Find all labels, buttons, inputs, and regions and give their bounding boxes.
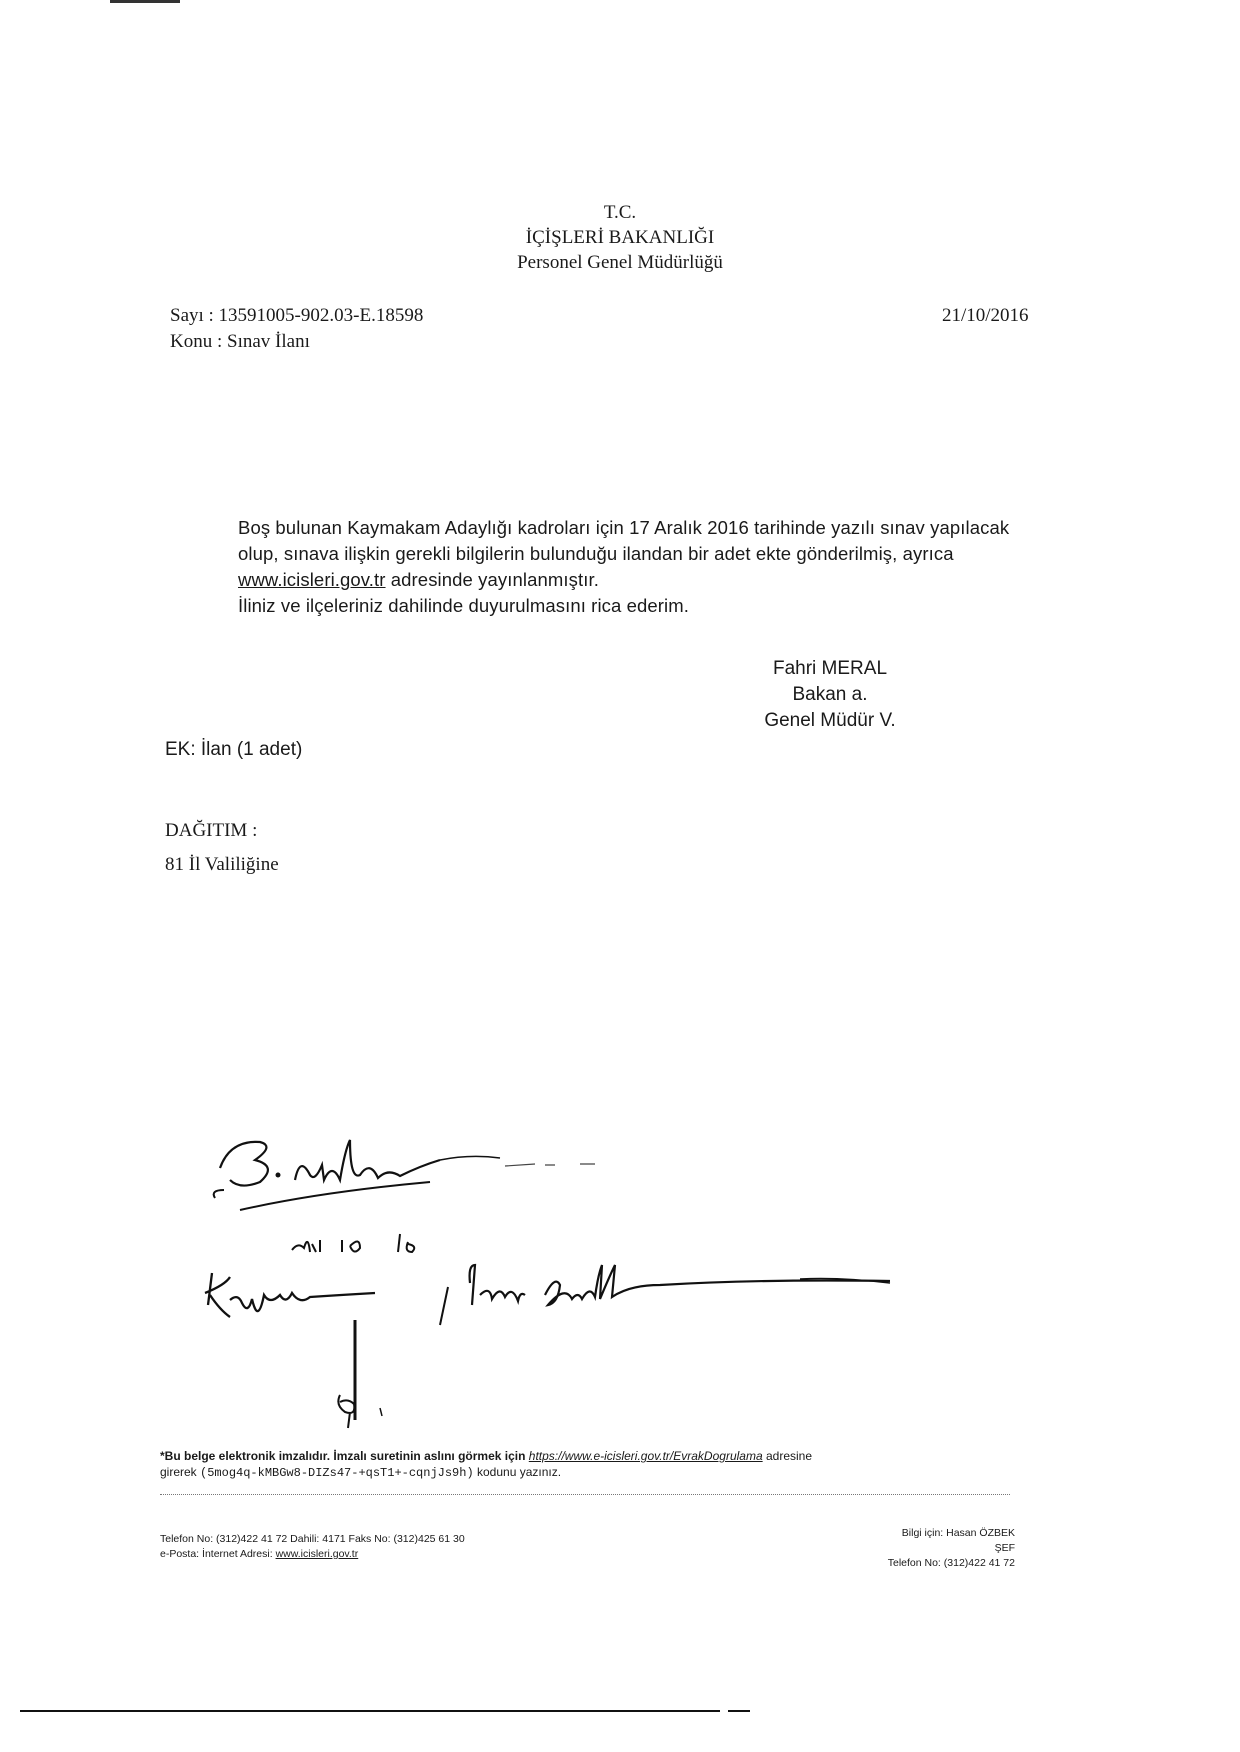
header-tc: T.C. xyxy=(603,202,637,223)
body-paragraph-2: İliniz ve ilçeleriniz dahilinde duyurulmasını rica ederim. xyxy=(238,595,690,616)
handwritten-date xyxy=(290,1222,440,1252)
footer-info-line-1: Bilgi için: Hasan ÖZBEK xyxy=(901,1527,1015,1539)
scan-mark-top xyxy=(110,0,180,3)
scan-edge-rule xyxy=(20,1710,720,1712)
e-signature-text-2: adresine xyxy=(762,1449,813,1463)
footer-info xyxy=(820,1526,1015,1571)
body-text-part2: adresinde yayınlanmıştır. xyxy=(385,569,599,590)
footer-contact-prefix: e-Posta: İnternet Adresi: xyxy=(160,1548,276,1560)
header-department: Personel Genel Müdürlüğü xyxy=(517,252,723,273)
scan-edge-dash xyxy=(728,1710,750,1712)
body-text-part1: Boş bulunan Kaymakam Adaylığı kadroları için 17 Aralık 2016 tarihinde yazılı sınav yapılacak olup, sınava ilişkin gerekli bilgilerin bulunduğu ilandan bir adet ekte gönderilmiş, ayrıca xyxy=(238,517,1010,564)
footer-separator xyxy=(160,1494,1010,1495)
e-signature-prefix: girerek xyxy=(160,1465,201,1479)
handwritten-initials xyxy=(200,1120,660,1220)
attachment-note: EK: İlan (1 adet) xyxy=(165,739,303,760)
handwritten-mark xyxy=(310,1320,390,1430)
e-signature-suffix: kodunu yazınız. xyxy=(473,1465,562,1479)
footer-info-line-2: ŞEF xyxy=(994,1542,1015,1554)
e-signature-line-1 xyxy=(160,1448,1010,1464)
e-signature-text: *Bu belge elektronik imzalıdır. İmzalı suretinin aslını görmek için xyxy=(160,1449,529,1463)
body-paragraph-1 xyxy=(238,515,1038,593)
distribution-item: 81 İl Valiliğine xyxy=(165,854,279,875)
signatory-role-2: Genel Müdür V. xyxy=(764,710,896,731)
document-date: 21/10/2016 xyxy=(942,305,1029,326)
reference-number: Sayı : 13591005-902.03-E.18598 xyxy=(170,305,424,326)
signatory-name: Fahri MERAL xyxy=(772,658,888,679)
footer-website-link[interactable]: www.icisleri.gov.tr xyxy=(275,1548,359,1560)
header-block xyxy=(0,200,1240,275)
letter-body xyxy=(238,515,1038,619)
verification-code: (5mog4q-kMBGw8-DIZs47-+qsT1+-cqnjJs9h) xyxy=(200,1466,474,1480)
header-ministry: İÇİŞLERİ BAKANLIĞI xyxy=(525,227,715,248)
e-signature-line-2 xyxy=(160,1464,1010,1481)
subject: Konu : Sınav İlanı xyxy=(170,331,310,352)
distribution-title: DAĞITIM : xyxy=(165,820,258,841)
ministry-website-link[interactable]: www.icisleri.gov.tr xyxy=(238,569,386,590)
e-signature-note xyxy=(160,1448,1010,1481)
footer-info-line-3: Telefon No: (312)422 41 72 xyxy=(887,1557,1015,1569)
signature-block xyxy=(700,656,960,734)
footer-contact xyxy=(160,1532,610,1562)
footer-contact-line-1: Telefon No: (312)422 41 72 Dahili: 4171 Faks No: (312)425 61 30 xyxy=(160,1533,465,1545)
footer-contact-line-2 xyxy=(160,1547,610,1562)
verification-link[interactable]: https://www.e-icisleri.gov.tr/EvrakDogrulama xyxy=(528,1449,763,1463)
signatory-role-1: Bakan a. xyxy=(792,684,868,705)
handwritten-date-glyphs xyxy=(290,1222,440,1258)
